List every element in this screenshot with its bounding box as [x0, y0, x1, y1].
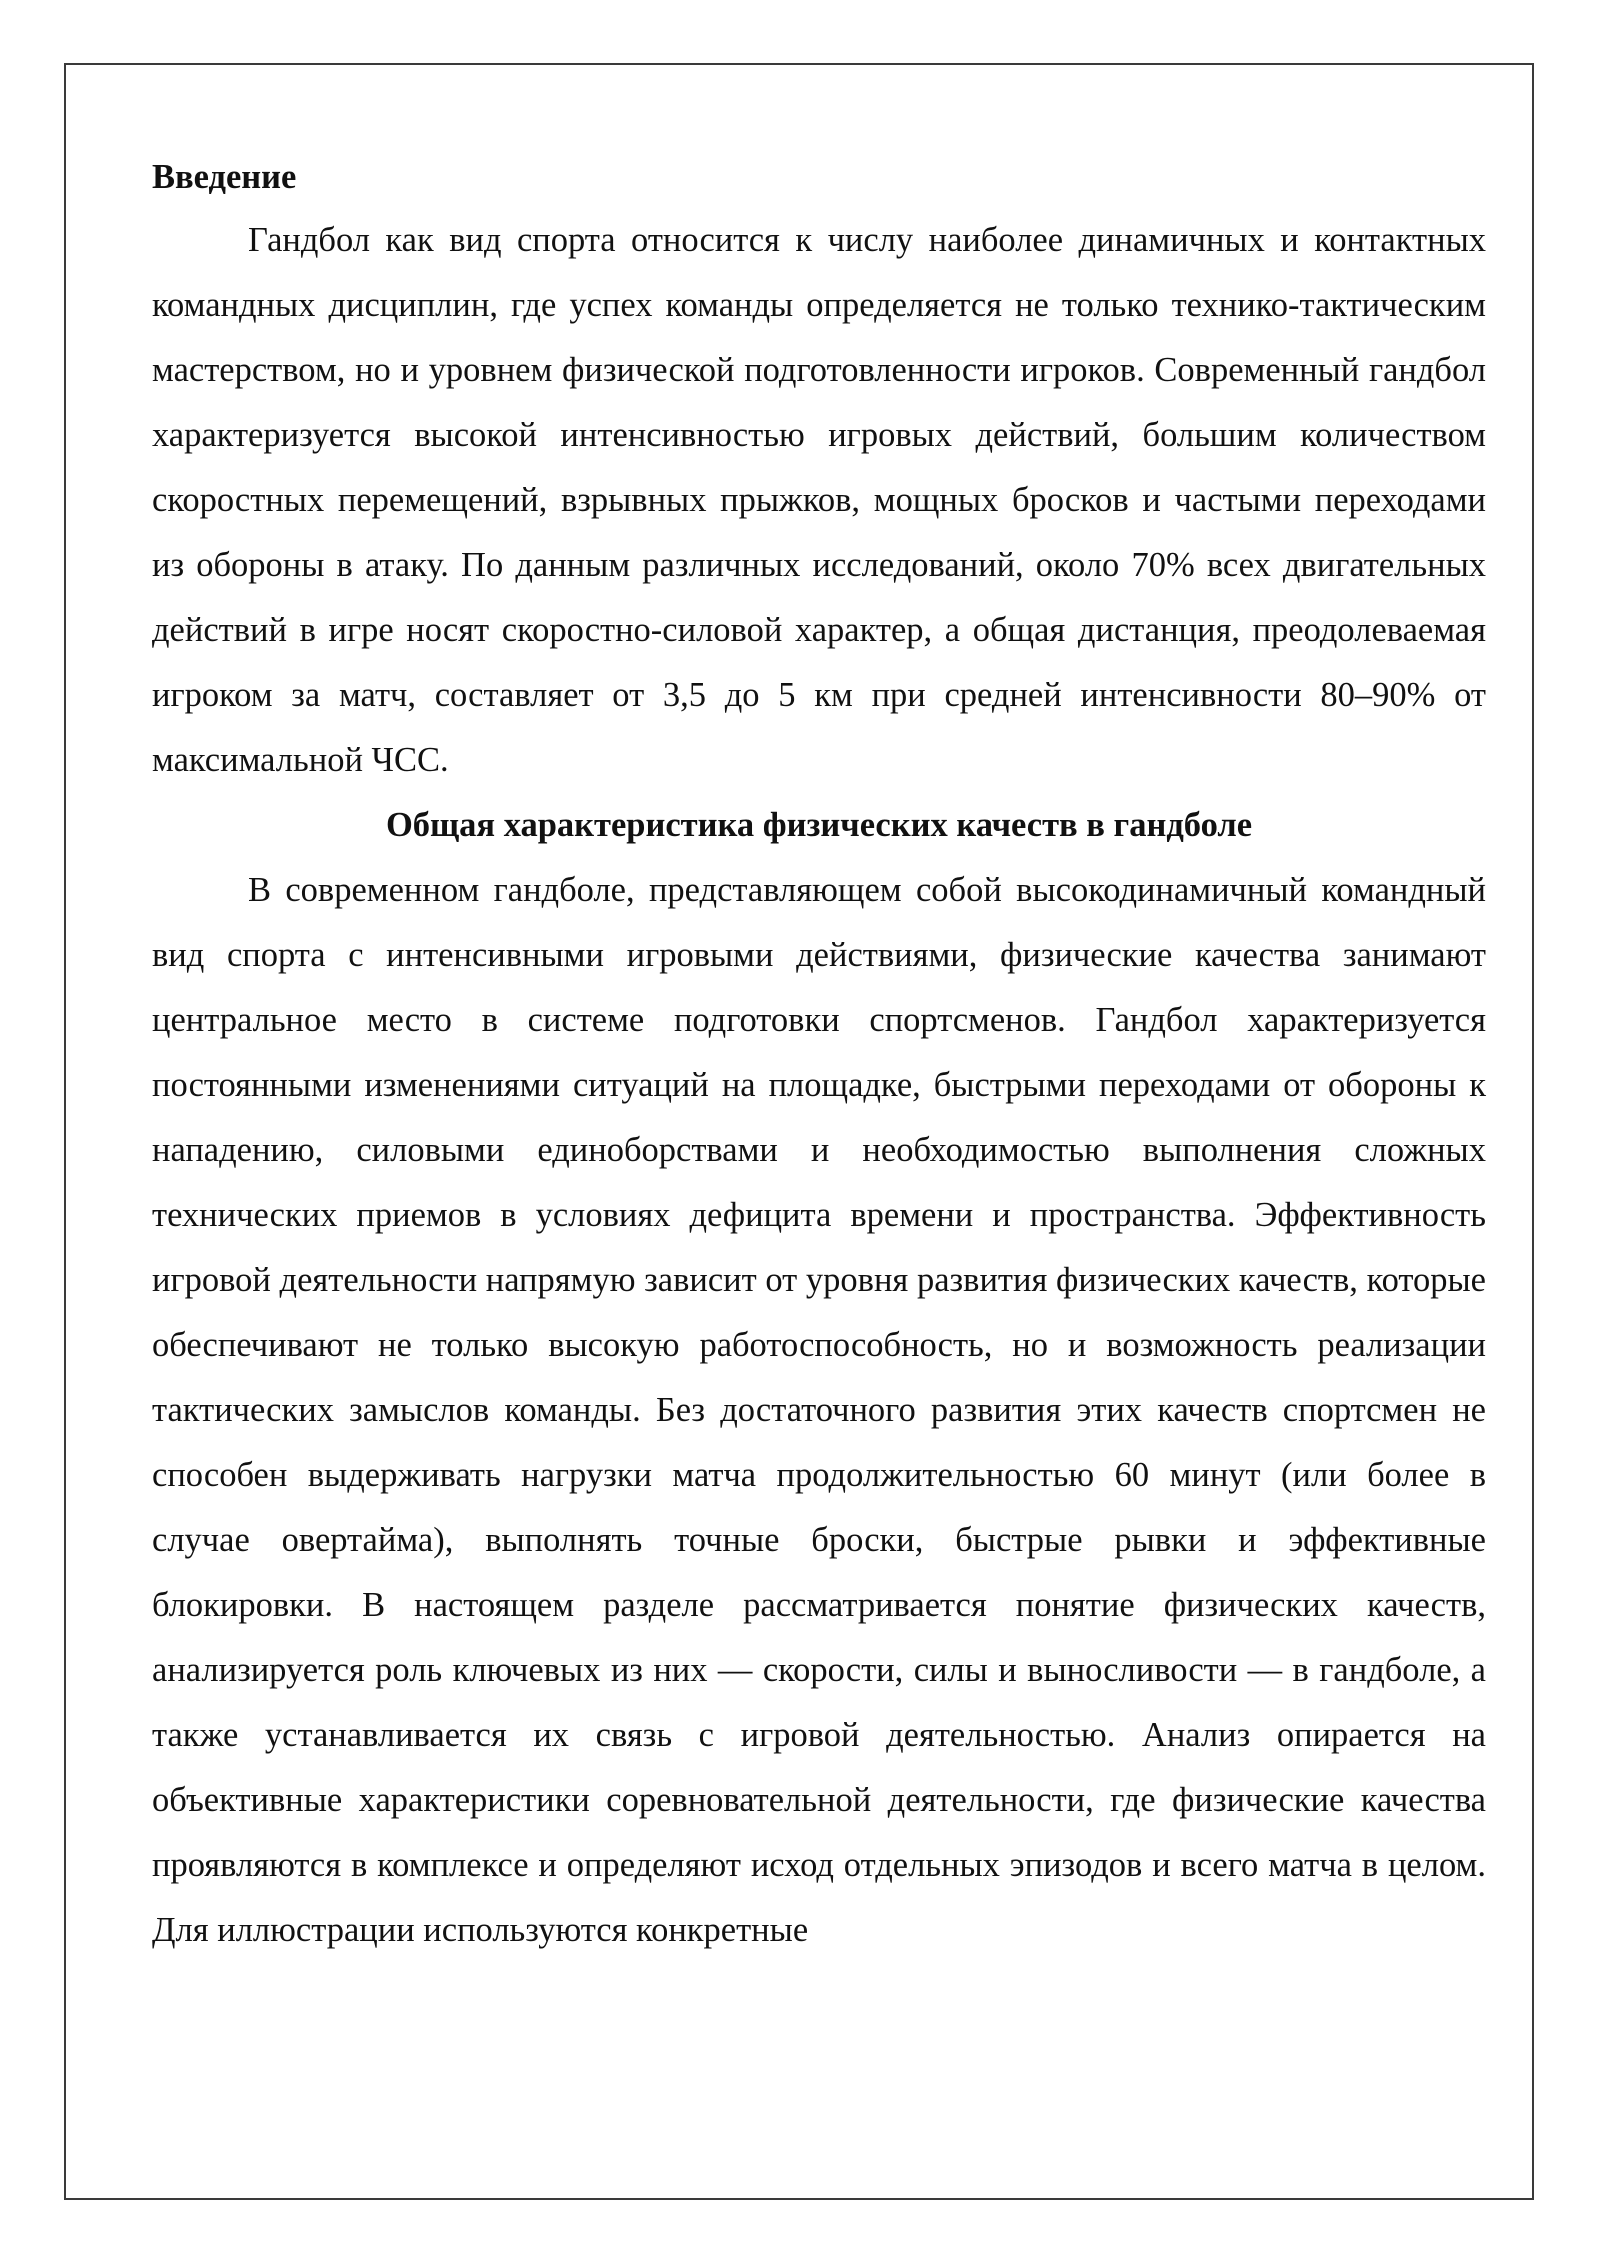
section-heading: Общая характеристика физических качеств в гандболе — [385, 806, 1253, 844]
document-body — [152, 146, 1486, 1963]
introduction-heading: Введение — [152, 158, 297, 196]
introduction-paragraph: Гандбол как вид спорта относится к числу наиболее динамичных и контактных командных дисциплин, где успех команды определяется не только технико-тактическим мастерством, но и уровнем физической подготовленности игроков. Современный гандбол характеризуется высокой интенсивностью игровых действий, большим количеством скоростных перемещений, взрывных прыжков, мощных бросков и частыми переходами из обороны в атаку. По данным различных исследований, около 70% всех двигательных действий в игре носят скоростно-силовой характер, а общая дистанция, преодолеваемая игроком за матч, составляет от 3,5 до 5 км при средней интенсивности 80–90% от максимальной ЧСС. — [152, 221, 1486, 779]
section-paragraph: В современном гандболе, представляющем собой высокодинамичный командный вид спорта с интенсивными игровыми действиями, физические качества занимают центральное место в системе подготовки спортсменов. Гандбол характеризуется постоянными изменениями ситуаций на площадке, быстрыми переходами от обороны к нападению, силовыми единоборствами и необходимостью выполнения сложных технических приемов в условиях дефицита времени и пространства. Эффективность игровой деятельности напрямую зависит от уровня развития физических качеств, которые обеспечивают не только высокую работоспособность, но и возможность реализации тактических замыслов команды. Без достаточного развития этих качеств спортсмен не способен выдерживать нагрузки матча продолжительностью 60 минут (или более в случае овертайма), выполнять точные броски, быстрые рывки и эффективные блокировки. В настоящем разделе рассматривается понятие физических качеств, анализируется роль ключевых из них — скорости, силы и выносливости — в гандболе, а также устанавливается их связь с игровой деятельностью. Анализ опирается на объективные характеристики соревновательной деятельности, где физические качества проявляются в комплексе и определяют исход отдельных эпизодов и всего матча в целом. Для иллюстрации используются конкретные — [152, 871, 1486, 1949]
